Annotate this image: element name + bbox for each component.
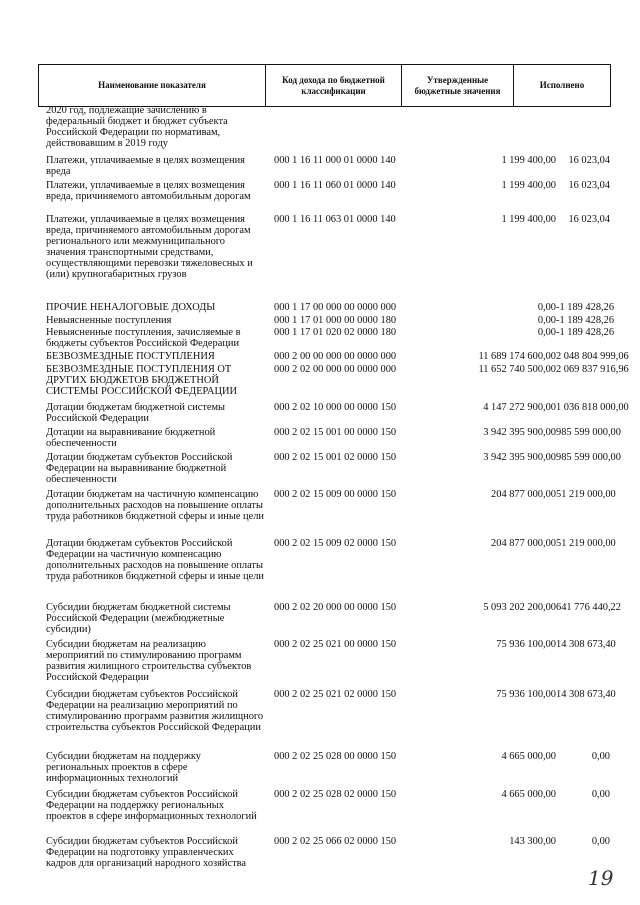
row-name: Невыясненные поступления, зачисляемые в бюджеты субъектов Российской Федерации (46, 327, 241, 349)
row-name: БЕЗВОЗМЕЗДНЫЕ ПОСТУПЛЕНИЯ ОТ ДРУГИХ БЮДЖЕТОВ БЮДЖЕТНОЙ СИСТЕМЫ РОССИЙСКОЙ ФЕДЕРАЦИИ (46, 364, 238, 397)
row-name: Платежи, уплачиваемые в целях возмещения вреда, причиняемого автомобильным дорогам регионального или межмуниципального значения транспортными средствами, осуществляющими перевозки тяжеловесных и (или) крупногабаритных грузов (46, 214, 253, 280)
row-plan: 0,00 (537, 302, 556, 313)
header-plan: Утвержденные бюджетные значения (402, 65, 514, 107)
row-name: Невыясненные поступления (46, 315, 172, 326)
row-done: 1 036 818 000,00 (556, 402, 629, 413)
row-plan: 0,00 (537, 327, 556, 338)
row-code: 000 2 02 00 000 00 0000 000 (274, 364, 397, 375)
row-code: 000 2 02 15 001 00 0000 150 (274, 427, 397, 438)
row-name: Дотации бюджетам бюджетной системы Российской Федерации (46, 402, 226, 424)
row-code: 000 1 16 11 063 01 0000 140 (274, 214, 396, 225)
row-plan: 4 147 272 900,00 (483, 402, 556, 413)
row-done: 0,00 (591, 789, 610, 800)
row-done: 985 599 000,00 (556, 427, 621, 438)
row-done: 16 023,04 (568, 155, 610, 166)
row-name: Дотации бюджетам субъектов Российской Федерации на частичную компенсацию дополнительных расходов на повышение оплаты труда работников бюджетной сферы и иные цели (46, 538, 264, 582)
row-code: 000 2 02 25 066 02 0000 150 (274, 836, 397, 847)
row-done: -1 189 428,26 (556, 327, 615, 338)
row-plan: 75 936 100,00 (496, 689, 556, 700)
row-code: 000 2 02 25 028 00 0000 150 (274, 751, 397, 762)
row-plan: 1 199 400,00 (501, 180, 556, 191)
row-code: 000 1 16 11 060 01 0000 140 (274, 180, 396, 191)
row-plan: 5 093 202 200,00 (483, 602, 556, 613)
row-done: 641 776 440,22 (556, 602, 621, 613)
row-plan: 11 652 740 500,00 (478, 364, 556, 375)
row-done: 985 599 000,00 (556, 452, 621, 463)
row-done: -1 189 428,26 (556, 302, 615, 313)
row-plan: 204 877 000,00 (491, 489, 556, 500)
row-name: Дотации на выравнивание бюджетной обеспеченности (46, 427, 216, 449)
row-plan: 11 689 174 600,00 (478, 351, 556, 362)
header-code: Код дохода по бюджетной классификации (266, 65, 402, 107)
row-plan: 4 665 000,00 (501, 789, 556, 800)
row-name: Субсидии бюджетам субъектов Российской Федерации на подготовку управленческих кадров для организаций народного хозяйства (46, 836, 246, 869)
row-code: 000 2 02 25 021 00 0000 150 (274, 639, 397, 650)
row-plan: 143 300,00 (509, 836, 556, 847)
row-done: 16 023,04 (568, 214, 610, 225)
row-name: Платежи, уплачиваемые в целях возмещения вреда (46, 155, 245, 177)
header-name: Наименование показателя (39, 65, 266, 107)
row-name: Дотации бюджетам на частичную компенсацию дополнительных расходов на повышение оплаты труда работников бюджетной сферы и иные цели (46, 489, 264, 522)
row-plan: 4 665 000,00 (501, 751, 556, 762)
row-plan: 1 199 400,00 (501, 214, 556, 225)
row-done: 51 219 000,00 (556, 538, 616, 549)
row-code: 000 2 02 25 021 02 0000 150 (274, 689, 397, 700)
row-name: ПРОЧИЕ НЕНАЛОГОВЫЕ ДОХОДЫ (46, 302, 216, 313)
row-name: Субсидии бюджетам на поддержку региональных проектов в сфере информационных технологий (46, 751, 201, 784)
row-plan: 204 877 000,00 (491, 538, 556, 549)
row-name: Субсидии бюджетам субъектов Российской Федерации на поддержку региональных проектов в сфере информационных технологий (46, 789, 257, 822)
row-done: 0,00 (591, 751, 610, 762)
row-code: 000 2 02 10 000 00 0000 150 (274, 402, 397, 413)
row-name: БЕЗВОЗМЕЗДНЫЕ ПОСТУПЛЕНИЯ (46, 351, 215, 362)
row-done: 0,00 (591, 836, 610, 847)
row-plan: 3 942 395 900,00 (483, 452, 556, 463)
row-code: 000 2 02 20 000 00 0000 150 (274, 602, 397, 613)
row-done: 2 048 804 999,06 (556, 351, 629, 362)
row-name: Дотации бюджетам субъектов Российской Федерации на выравнивание бюджетной обеспеченности (46, 452, 233, 485)
row-code: 000 1 16 11 000 01 0000 140 (274, 155, 396, 166)
row-done: 14 308 673,40 (556, 689, 616, 700)
row-name: Субсидии бюджетам субъектов Российской Федерации на реализацию мероприятий по стимулированию программ развития жилищного строительства субъектов Российской Федерации (46, 689, 264, 733)
row-done: 16 023,04 (568, 180, 610, 191)
row-plan: 75 936 100,00 (496, 639, 556, 650)
row-done: -1 189 428,26 (556, 315, 615, 326)
row-done: 2 069 837 916,96 (556, 364, 629, 375)
row-plan: 0,00 (537, 315, 556, 326)
row-plan: 1 199 400,00 (501, 155, 556, 166)
header-done: Исполнено (514, 65, 611, 107)
row-name: Платежи, уплачиваемые в целях возмещения вреда, причиняемого автомобильным дорогам (46, 180, 251, 202)
row-code: 000 1 17 01 020 02 0000 180 (274, 327, 397, 338)
row-code: 000 2 02 15 001 02 0000 150 (274, 452, 397, 463)
row-name: Субсидии бюджетам на реализацию мероприятий по стимулированию программ развития жилищного строительства субъектов Российской Федерации (46, 639, 252, 683)
row-code: 000 1 17 01 000 00 0000 180 (274, 315, 397, 326)
row-name: 2020 год, подлежащие зачислению в федеральный бюджет и бюджет субъекта Российской Федерации по нормативам, действовавшим в 2019 году (46, 105, 228, 149)
row-plan: 3 942 395 900,00 (483, 427, 556, 438)
row-code: 000 2 02 25 028 02 0000 150 (274, 789, 397, 800)
row-code: 000 2 00 00 000 00 0000 000 (274, 351, 397, 362)
row-code: 000 2 02 15 009 02 0000 150 (274, 538, 397, 549)
table-header (38, 64, 611, 107)
row-name: Субсидии бюджетам бюджетной системы Российской Федерации (межбюджетные субсидии) (46, 602, 231, 635)
row-done: 51 219 000,00 (556, 489, 616, 500)
row-done: 14 308 673,40 (556, 639, 616, 650)
page-number: 19 (588, 866, 614, 890)
row-code: 000 1 17 00 000 00 0000 000 (274, 302, 397, 313)
row-code: 000 2 02 15 009 00 0000 150 (274, 489, 397, 500)
